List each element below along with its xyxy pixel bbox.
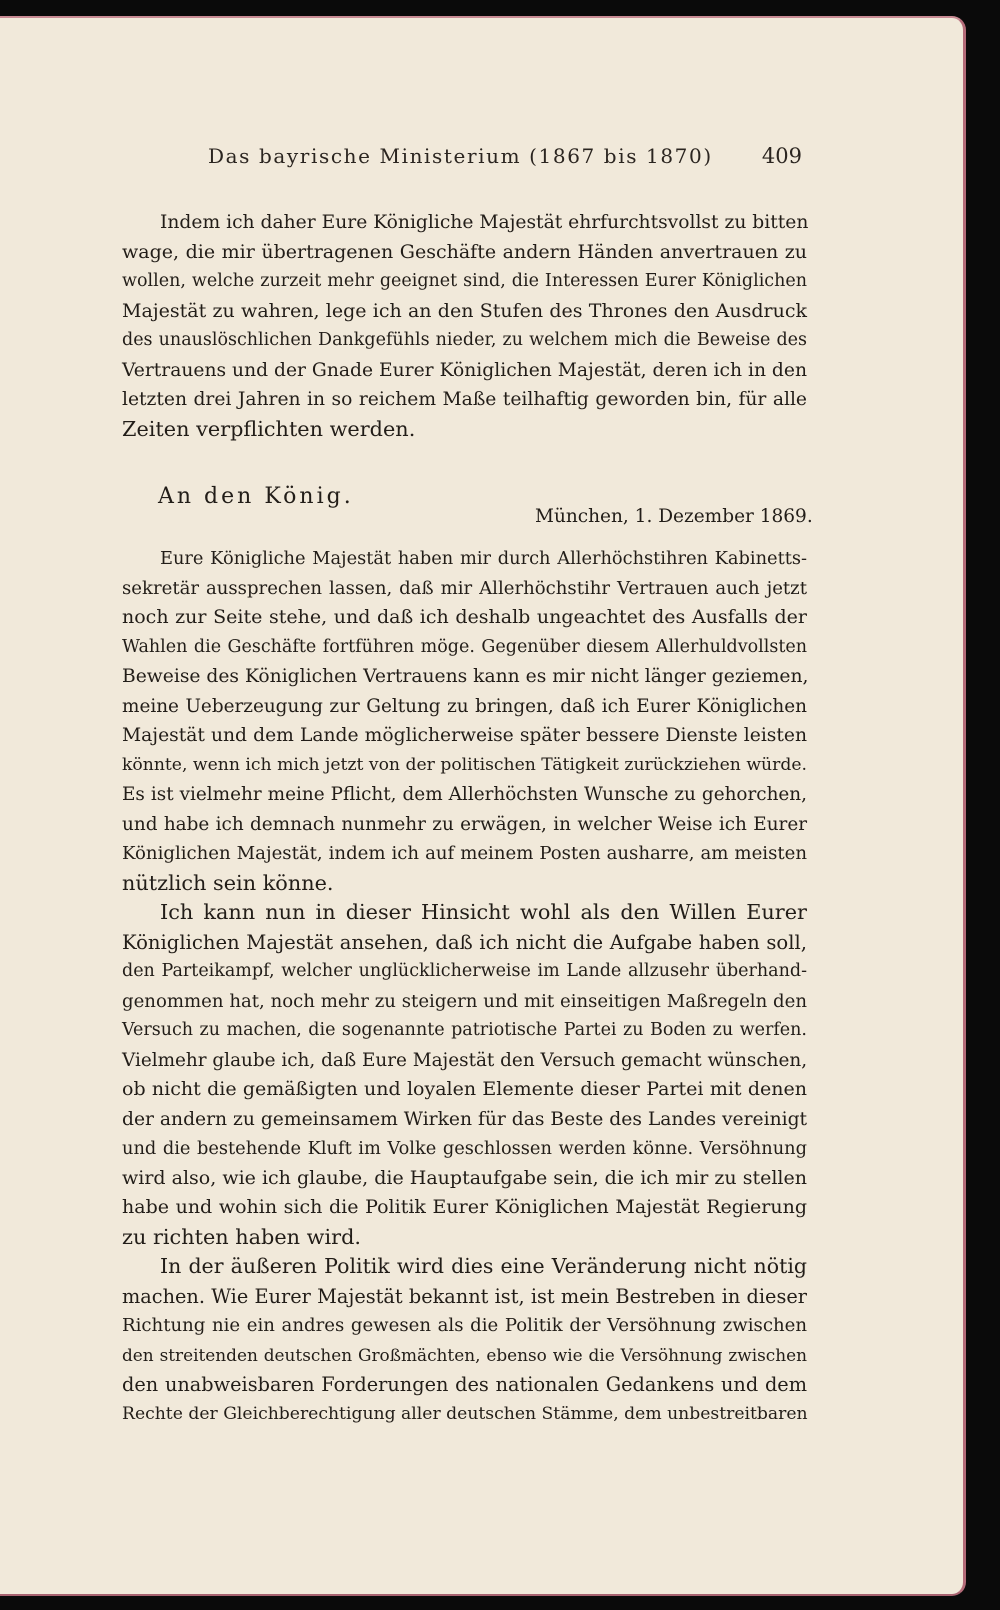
text-line: Majestät zu wahren, lege ich an den Stufen des Thrones den Ausdruck (122, 299, 807, 322)
text-line: sekretär aussprechen lassen, daß mir Allerhöchstihr Vertrauen auch jetzt (122, 577, 807, 599)
text-line: Eure Königliche Majestät haben mir durch Allerhöchstihren Kabinetts- (160, 548, 807, 569)
text-line: Ich kann nun in dieser Hinsicht wohl als den Willen Eurer (160, 900, 807, 924)
text-line: Zeiten verpflichten werden. (122, 416, 416, 441)
page-number: 409 (761, 144, 802, 168)
text-line: Wahlen die Geschäfte fortführen möge. Gegenüber diesem Allerhuldvollsten (122, 636, 807, 657)
text-line: den Parteikampf, welcher unglücklicherweise im Lande allzusehr überhand- (122, 961, 807, 981)
text-line: meine Ueberzeugung zur Geltung zu bringen, daß ich Eurer Königlichen (122, 695, 807, 717)
text-line: Vertrauens und der Gnade Eurer Königlichen Majestät, deren ich in den (122, 359, 807, 381)
text-line: ob nicht die gemäßigten und loyalen Elemente dieser Partei mit denen (122, 1078, 807, 1100)
text-line: wird also, wie ich glaube, die Hauptaufgabe sein, die ich mir zu stellen (122, 1166, 807, 1189)
text-line: nützlich sein könne. (122, 870, 334, 895)
book-page (0, 16, 966, 1596)
text-line: In der äußeren Politik wird dies eine Veränderung nicht nötig (160, 1254, 807, 1278)
text-line: den streitenden deutschen Großmächten, ebenso wie die Versöhnung zwischen (122, 1344, 807, 1365)
text-line: genommen hat, noch mehr zu steigern und mit einseitigen Maßregeln den (122, 990, 807, 1012)
text-line: wage, die mir übertragenen Geschäfte andern Händen anvertrauen zu (122, 240, 807, 263)
letter-body (122, 544, 807, 1429)
text-line: zu richten haben wird. (122, 1224, 362, 1249)
text-line: Beweise des Königlichen Vertrauens kann es mir nicht länger geziemen, (122, 666, 809, 687)
text-line: Königlichen Majestät, indem ich auf meinem Posten ausharre, am meisten (122, 843, 807, 864)
text-line: habe und wohin sich die Politik Eurer Königlichen Majestät Regierung (122, 1196, 807, 1218)
text-line: machen. Wie Eurer Majestät bekannt ist, ist mein Bestreben in dieser (122, 1284, 807, 1308)
text-line: letzten drei Jahren in so reichem Maße teilhaftig geworden bin, für alle (122, 389, 807, 410)
text-line: den unabweisbaren Forderungen des nationalen Gedankens und dem (122, 1373, 807, 1396)
page-header (208, 144, 802, 174)
running-title: Das bayrische Ministerium (1867 bis 1870) (208, 144, 713, 168)
text-line: und habe ich demnach nunmehr zu erwägen, in welcher Weise ich Eurer (122, 813, 807, 835)
text-line: und die bestehende Kluft im Volke geschlossen werden könne. Versöhnung (122, 1138, 807, 1159)
letter-dateline: München, 1. Dezember 1869. (535, 506, 813, 527)
text-line: Vielmehr glaube ich, daß Eure Majestät den Versuch gemacht wünschen, (122, 1049, 808, 1071)
letter-addressee: An den König. (158, 484, 354, 509)
text-line: des unauslöschlichen Dankgefühls nieder, zu welchem mich die Beweise des (122, 330, 807, 350)
letter-closing-paragraph (122, 208, 807, 444)
text-line: Königlichen Majestät ansehen, daß ich nicht die Aufgabe haben soll, (122, 930, 807, 954)
text-line: der andern zu gemeinsamem Wirken für das Beste des Landes vereinigt (122, 1108, 808, 1130)
text-line: wollen, welche zurzeit mehr geeignet sind, die Interessen Eurer Königlichen (122, 271, 807, 291)
text-line: Indem ich daher Eure Königliche Majestät ehrfurchtsvollst zu bitten (160, 212, 809, 233)
text-line: könnte, wenn ich mich jetzt von der politischen Tätigkeit zurückziehen würde. (122, 754, 807, 775)
text-line: Es ist vielmehr meine Pflicht, dem Allerhöchsten Wunsche zu gehorchen, (122, 784, 807, 805)
text-line: Majestät und dem Lande möglicherweise später bessere Dienste leisten (122, 725, 807, 746)
text-line: Richtung nie ein andres gewesen als die Politik der Versöhnung zwischen (122, 1315, 807, 1336)
text-line: Versuch zu machen, die sogenannte patriotische Partei zu Boden zu werfen. (122, 1020, 807, 1040)
text-line: Rechte der Gleichberechtigung aller deutschen Stämme, dem unbestreitbaren (122, 1403, 808, 1424)
text-line: noch zur Seite stehe, und daß ich deshalb ungeachtet des Ausfalls der (122, 606, 807, 628)
